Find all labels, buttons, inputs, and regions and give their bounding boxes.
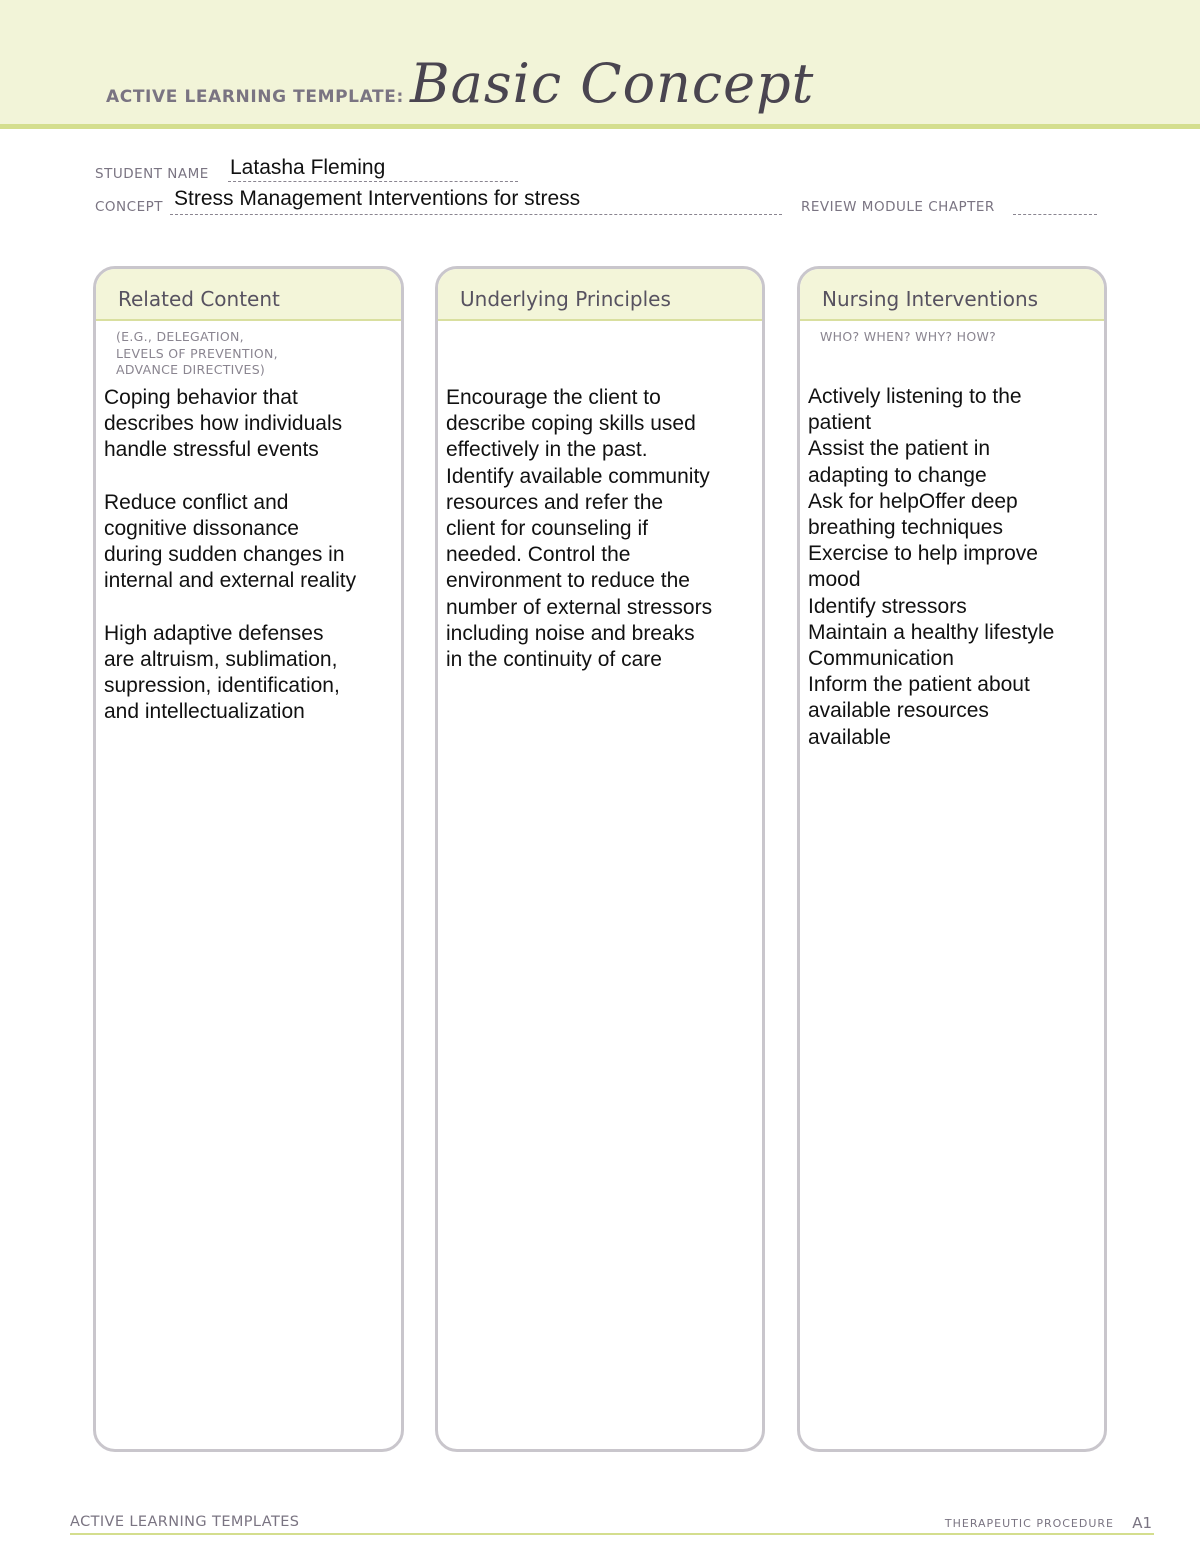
text-line: Coping behavior that [104,386,298,409]
student-name-line [228,181,518,182]
text-line: environment to reduce the [446,569,690,593]
text-line: number of external stressors [446,595,713,619]
underlying-principles-subtitle [438,321,762,379]
text-line: and intellectualization [104,700,305,724]
subtitle-line: LEVELS OF PREVENTION, [116,345,278,361]
text-line: Encourage the client to [446,386,661,409]
text-line: Identify stressors [808,594,967,618]
text-line: available resources [808,699,989,723]
paragraph [104,385,391,464]
nursing-interventions-subtitle [800,321,1104,379]
text-line: Actively listening to the [808,385,1022,408]
text-line: Maintain a healthy lifestyle [808,620,1055,644]
footer-page-number: A1 [1132,1514,1152,1532]
related-content-box [93,266,404,1452]
underlying-principles-box [435,266,765,1452]
text-line: including noise and breaks [446,621,695,645]
underlying-principles-body[interactable] [438,379,762,673]
text-line: breathing techniques [808,516,1003,540]
paragraph [104,490,391,595]
template-label: ACTIVE LEARNING TEMPLATE: [106,87,404,107]
text-line: Inform the patient about [808,673,1030,697]
subtitle-line: WHO? WHEN? WHY? HOW? [820,329,997,344]
footer-section-label: THERAPEUTIC PROCEDURE [944,1517,1114,1530]
text-line: needed. Control the [446,543,631,567]
student-name-field[interactable]: Latasha Fleming [230,156,386,179]
text-line: available [808,725,891,749]
text-line: client for counseling if [446,517,648,541]
related-content-title: Related Content [96,269,401,321]
review-module-label: REVIEW MODULE CHAPTER [801,199,995,215]
subtitle-line: ADVANCE DIRECTIVES) [116,362,266,377]
text-line: Ask for helpOffer deep [808,489,1018,513]
related-content-subtitle [96,321,401,379]
text-line: Identify available community [446,464,710,488]
text-line: during sudden changes in [104,543,345,567]
nursing-interventions-box [797,266,1107,1452]
text-line: describe coping skills used [446,412,696,436]
nursing-interventions-body[interactable] [800,379,1104,751]
text-line: are altruism, sublimation, [104,648,338,671]
text-line: Exercise to help improve [808,542,1038,566]
text-line: Assist the patient in [808,437,991,461]
text-line: cognitive dissonance [104,517,299,540]
text-line: High adaptive defenses [104,621,324,645]
review-module-line [1013,214,1097,215]
page-title: Basic Concept [410,52,815,115]
text-line: internal and external reality [104,569,357,593]
text-line: Communication [808,647,954,671]
subtitle-line: (E.G., DELEGATION, [116,329,244,344]
footer-left-label: ACTIVE LEARNING TEMPLATES [70,1514,300,1530]
text-line: in the continuity of care [446,648,662,672]
underlying-principles-title: Underlying Principles [438,269,762,321]
concept-line [170,214,782,215]
text-line: effectively in the past. [446,438,648,462]
text-line: describes how individuals [104,412,343,436]
related-content-body[interactable] [96,379,401,726]
student-name-label: STUDENT NAME [95,166,209,182]
text-line: patient [808,411,872,435]
concept-label: CONCEPT [95,199,163,215]
paragraph [104,621,391,726]
text-line: handle stressful events [104,438,319,462]
nursing-interventions-title: Nursing Interventions [800,269,1104,321]
text-line: adapting to change [808,463,987,487]
text-line: supression, identification, [104,674,340,698]
text-line: resources and refer the [446,490,664,514]
footer-rule [70,1533,1154,1535]
text-line: Reduce conflict and [104,490,289,514]
concept-field[interactable]: Stress Management Interventions for stress [174,187,581,210]
text-line: mood [808,568,861,592]
